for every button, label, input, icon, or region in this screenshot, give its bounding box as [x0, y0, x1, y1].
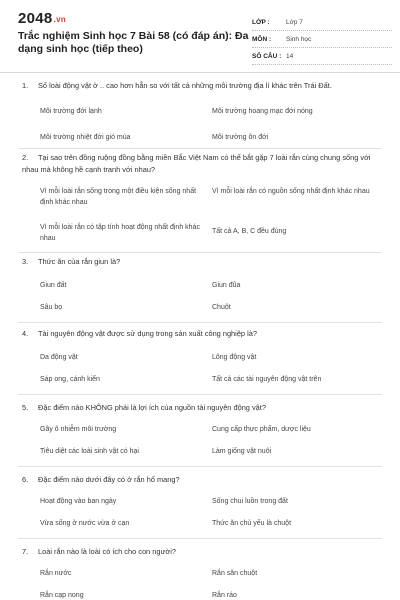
answer-option[interactable]: Tiêu diệt các loài sinh vật có hại [40, 448, 139, 455]
page-header [0, 0, 400, 73]
meta-row-count [252, 48, 392, 65]
answer-option[interactable]: Vì mỗi loài rắn có tập tính hoạt động nhất định khác nhau [40, 224, 200, 242]
divider [18, 394, 382, 395]
answer-option[interactable]: Vì mỗi loài rắn sống trong một điều kiện sống nhất định khác nhau [40, 188, 197, 206]
question-number: 5. [22, 403, 29, 412]
meta-value[interactable]: Sinh học [286, 35, 312, 43]
question-text: 5. Đặc điểm nào KHÔNG phải là lợi ích của nguồn tài nguyên động vật? [22, 403, 266, 412]
answer-option[interactable]: Môi trường nhiệt đới gió mùa [40, 134, 131, 141]
answer-option[interactable]: Môi trường hoang mạc đới nóng [212, 108, 313, 115]
question-text: 1. Số loài động vật ở .. cao hơn hẳn so với tất cả những môi trường địa lí khác trên Trái Đất. [22, 81, 332, 90]
divider [18, 148, 382, 149]
divider [18, 466, 382, 467]
question-text: 3. Thức ăn của rắn giun là? [22, 257, 121, 266]
answer-option[interactable]: Cung cấp thực phẩm, dược liệu [212, 426, 311, 433]
question-number: 7. [22, 547, 29, 556]
meta-label: LỚP : [252, 18, 270, 26]
question-number: 1. [22, 81, 29, 90]
answer-option[interactable]: Giun đũa [212, 282, 241, 289]
question-text: 7. Loài rắn nào là loài có ích cho con người? [22, 547, 176, 556]
logo-text: 2048 [18, 10, 53, 27]
divider [18, 252, 382, 253]
answer-option[interactable]: Rắn cạp nong [40, 592, 84, 599]
answer-option[interactable]: Rắn ráo [212, 592, 237, 599]
answer-option[interactable]: Chuột [212, 304, 231, 311]
answer-option[interactable]: Vừa sống ở nước vừa ở cạn [40, 520, 130, 527]
meta-label: SỐ CÂU : [252, 52, 282, 60]
question-number: 6. [22, 475, 29, 484]
answer-option[interactable]: Gây ô nhiễm môi trường [40, 426, 117, 433]
question-number: 4. [22, 329, 29, 338]
answer-option[interactable]: Tất cả các tài nguyên động vật trên [212, 376, 322, 383]
question-text: 6. Đặc điểm nào dưới đây có ở rắn hổ mang? [22, 475, 180, 484]
answer-option[interactable]: Da động vật [40, 354, 78, 361]
question-number: 2. [22, 153, 29, 162]
answer-option[interactable]: Sống chui luồn trong đất [212, 498, 288, 505]
answer-option[interactable]: Sâu bọ [40, 304, 63, 311]
answer-option[interactable]: Rắn nước [40, 570, 72, 577]
question-text: 2. Tại sao trên đồng ruộng đồng bằng miền Bắc Việt Nam có thể bắt gặp 7 loài rắn cùng chung sống với nhau mà không hề cạnh tranh với nhau? [22, 153, 371, 174]
answer-option[interactable]: Giun đất [40, 282, 67, 289]
divider [18, 538, 382, 539]
meta-label: MÔN : [252, 35, 272, 43]
logo-suffix: .vn [53, 15, 67, 24]
answer-option[interactable]: Môi trường ôn đới [212, 134, 269, 141]
answer-option[interactable]: Rắn săn chuột [212, 570, 258, 577]
question-number: 3. [22, 257, 29, 266]
answer-option[interactable]: Lông động vật [212, 354, 257, 361]
meta-value[interactable]: Lớp 7 [286, 18, 303, 26]
meta-row-subject [252, 31, 392, 48]
answer-option[interactable]: Tất cả A, B, C đều đúng [212, 228, 287, 235]
answer-option[interactable]: Thức ăn chủ yếu là chuột [212, 520, 292, 527]
answer-option[interactable]: Làm giống vật nuôi [212, 448, 272, 455]
site-logo[interactable] [18, 10, 66, 27]
page-title: Trắc nghiệm Sinh học 7 Bài 58 (có đáp án): Đa dạng sinh học (tiếp theo) [18, 30, 249, 55]
answer-option[interactable]: Hoạt động vào ban ngày [40, 498, 117, 505]
meta-row-class [252, 14, 392, 31]
answer-option[interactable]: Môi trường đới lạnh [40, 108, 102, 115]
quiz-meta [252, 14, 392, 65]
answer-option[interactable]: Vì mỗi loài rắn có nguồn sống nhất định khác nhau [212, 188, 370, 195]
question-text: 4. Tài nguyên động vật được sử dụng trong sản xuất công nghiệp là? [22, 329, 257, 338]
divider [18, 322, 382, 323]
answer-option[interactable]: Sáp ong, cánh kiến [40, 376, 100, 383]
meta-value: 14 [286, 52, 294, 60]
